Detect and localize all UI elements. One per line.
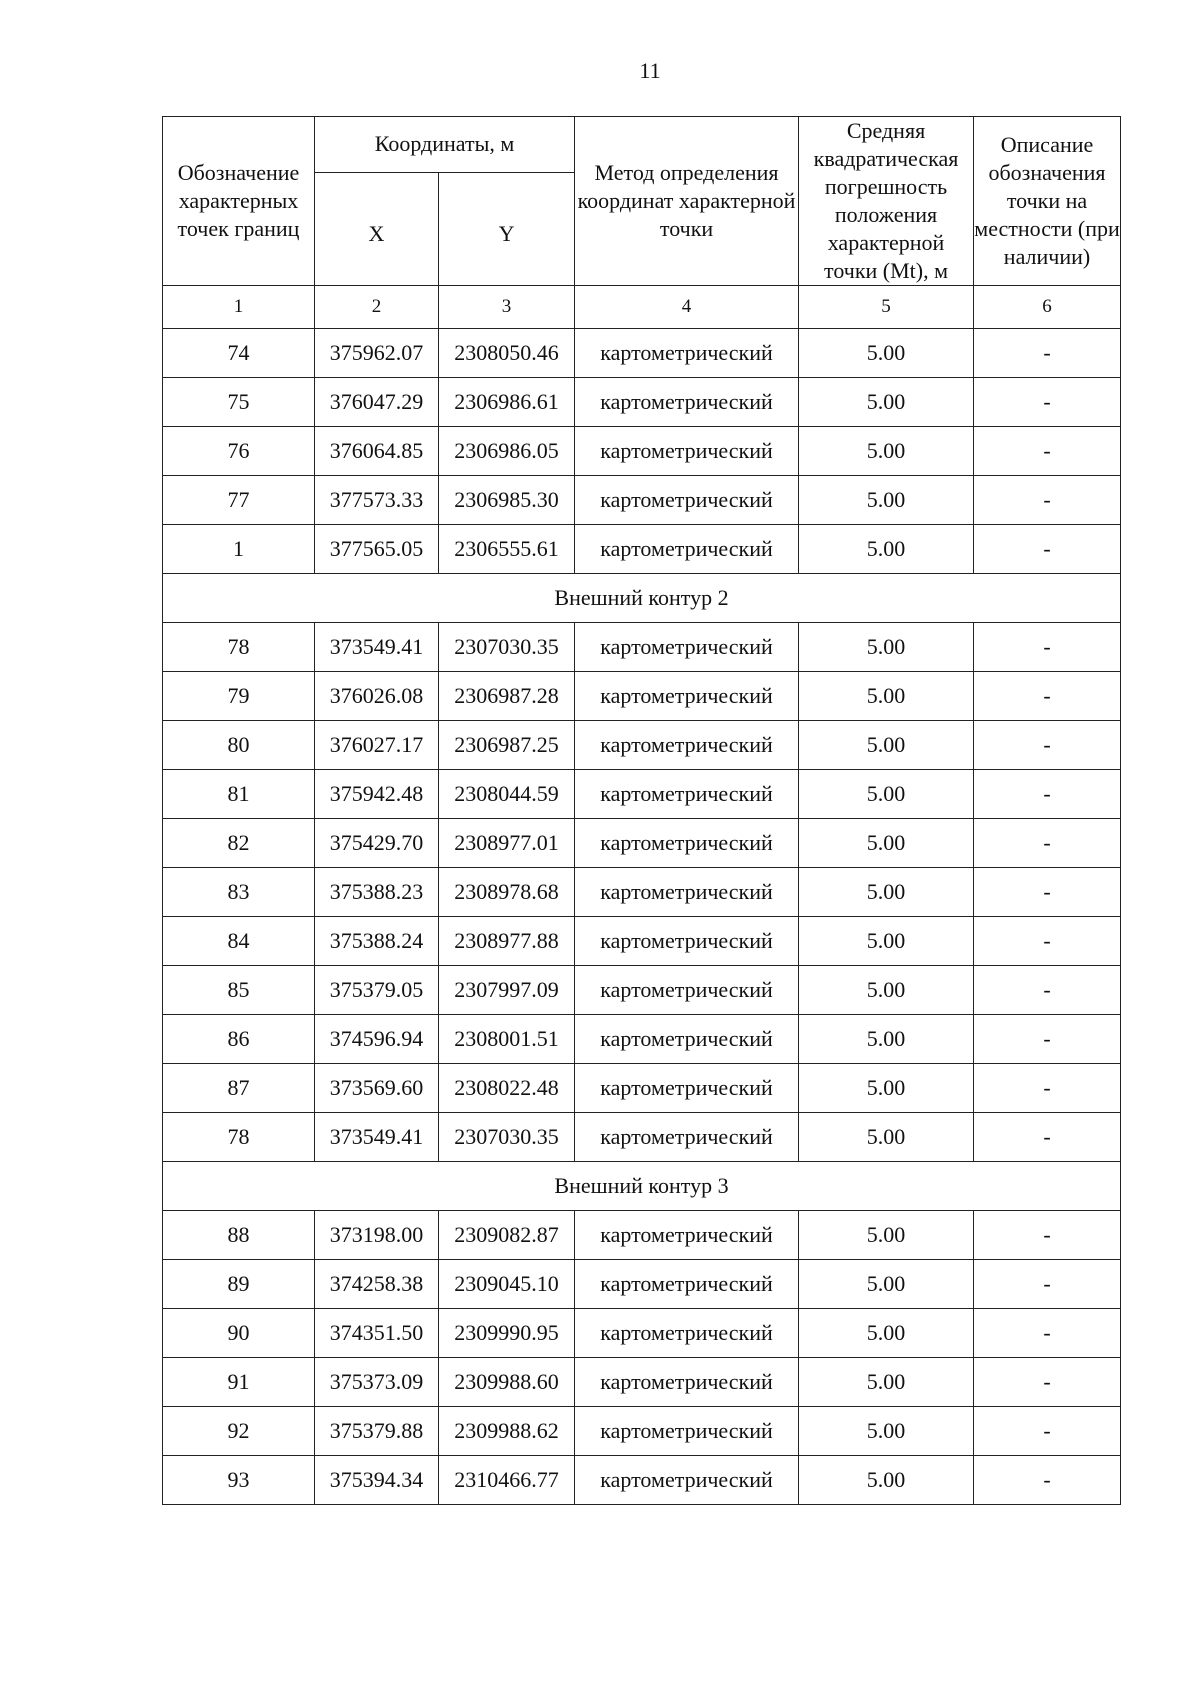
table-row (163, 623, 1121, 672)
table-row (163, 378, 1121, 427)
cell-point: 77 (163, 476, 315, 525)
cell-point: 1 (163, 525, 315, 574)
cell-y: 2308044.59 (439, 770, 575, 819)
table-row (163, 1456, 1121, 1505)
cell-method: картометрический (575, 770, 799, 819)
table-row (163, 1015, 1121, 1064)
cell-error: 5.00 (799, 966, 974, 1015)
cell-method: картометрический (575, 1064, 799, 1113)
cell-point: 91 (163, 1358, 315, 1407)
column-number: 6 (974, 286, 1121, 329)
table-row (163, 329, 1121, 378)
header-coordinates: Координаты, м (315, 117, 575, 173)
cell-error: 5.00 (799, 770, 974, 819)
cell-y: 2310466.77 (439, 1456, 575, 1505)
table-row (163, 476, 1121, 525)
cell-description: - (974, 917, 1121, 966)
cell-x: 374596.94 (315, 1015, 439, 1064)
cell-method: картометрический (575, 917, 799, 966)
cell-x: 373549.41 (315, 623, 439, 672)
cell-error: 5.00 (799, 1064, 974, 1113)
cell-method: картометрический (575, 1456, 799, 1505)
cell-x: 375388.24 (315, 917, 439, 966)
cell-x: 376027.17 (315, 721, 439, 770)
cell-description: - (974, 1309, 1121, 1358)
cell-point: 78 (163, 623, 315, 672)
cell-description: - (974, 1456, 1121, 1505)
column-number: 2 (315, 286, 439, 329)
section-title: Внешний контур 2 (163, 574, 1121, 623)
cell-method: картометрический (575, 1260, 799, 1309)
cell-error: 5.00 (799, 721, 974, 770)
cell-method: картометрический (575, 966, 799, 1015)
cell-y: 2306987.25 (439, 721, 575, 770)
table-row (163, 672, 1121, 721)
column-number: 1 (163, 286, 315, 329)
cell-description: - (974, 819, 1121, 868)
header-method: Метод определения координат характерной точки (575, 117, 799, 286)
header-y: Y (439, 172, 575, 285)
cell-y: 2308977.01 (439, 819, 575, 868)
cell-point: 82 (163, 819, 315, 868)
cell-description: - (974, 525, 1121, 574)
cell-method: картометрический (575, 329, 799, 378)
cell-x: 375379.88 (315, 1407, 439, 1456)
cell-method: картометрический (575, 1211, 799, 1260)
cell-y: 2306987.28 (439, 672, 575, 721)
cell-x: 375429.70 (315, 819, 439, 868)
cell-description: - (974, 1211, 1121, 1260)
section-row (163, 574, 1121, 623)
cell-point: 78 (163, 1113, 315, 1162)
table-row (163, 1064, 1121, 1113)
table-row (163, 1407, 1121, 1456)
cell-description: - (974, 1113, 1121, 1162)
cell-y: 2307030.35 (439, 1113, 575, 1162)
cell-point: 92 (163, 1407, 315, 1456)
table-row (163, 917, 1121, 966)
cell-description: - (974, 770, 1121, 819)
cell-x: 373549.41 (315, 1113, 439, 1162)
cell-y: 2308050.46 (439, 329, 575, 378)
cell-description: - (974, 966, 1121, 1015)
cell-description: - (974, 1407, 1121, 1456)
cell-method: картометрический (575, 623, 799, 672)
cell-error: 5.00 (799, 427, 974, 476)
table-row (163, 427, 1121, 476)
cell-description: - (974, 378, 1121, 427)
cell-point: 86 (163, 1015, 315, 1064)
section-title: Внешний контур 3 (163, 1162, 1121, 1211)
cell-x: 373198.00 (315, 1211, 439, 1260)
cell-description: - (974, 1358, 1121, 1407)
cell-y: 2308022.48 (439, 1064, 575, 1113)
table-row (163, 1211, 1121, 1260)
cell-point: 79 (163, 672, 315, 721)
cell-y: 2308978.68 (439, 868, 575, 917)
cell-y: 2308977.88 (439, 917, 575, 966)
cell-method: картометрический (575, 721, 799, 770)
table-row (163, 721, 1121, 770)
cell-point: 76 (163, 427, 315, 476)
cell-error: 5.00 (799, 1309, 974, 1358)
column-number: 4 (575, 286, 799, 329)
cell-error: 5.00 (799, 1015, 974, 1064)
table-row (163, 1309, 1121, 1358)
cell-y: 2309988.60 (439, 1358, 575, 1407)
cell-x: 374258.38 (315, 1260, 439, 1309)
cell-error: 5.00 (799, 1113, 974, 1162)
cell-x: 373569.60 (315, 1064, 439, 1113)
table-row (163, 819, 1121, 868)
cell-point: 74 (163, 329, 315, 378)
cell-method: картометрический (575, 1015, 799, 1064)
cell-y: 2309990.95 (439, 1309, 575, 1358)
cell-description: - (974, 868, 1121, 917)
cell-error: 5.00 (799, 1407, 974, 1456)
cell-error: 5.00 (799, 1358, 974, 1407)
cell-y: 2309988.62 (439, 1407, 575, 1456)
cell-description: - (974, 427, 1121, 476)
column-number: 3 (439, 286, 575, 329)
cell-x: 376026.08 (315, 672, 439, 721)
cell-method: картометрический (575, 476, 799, 525)
cell-x: 377565.05 (315, 525, 439, 574)
cell-y: 2309045.10 (439, 1260, 575, 1309)
cell-error: 5.00 (799, 623, 974, 672)
cell-method: картометрический (575, 868, 799, 917)
header-designation: Обозначение характерных точек границ (163, 117, 315, 286)
cell-error: 5.00 (799, 378, 974, 427)
table-row (163, 868, 1121, 917)
cell-method: картометрический (575, 525, 799, 574)
cell-x: 376064.85 (315, 427, 439, 476)
header-x: X (315, 172, 439, 285)
table-row (163, 1113, 1121, 1162)
cell-x: 375373.09 (315, 1358, 439, 1407)
section-row (163, 1162, 1121, 1211)
cell-y: 2306986.05 (439, 427, 575, 476)
cell-error: 5.00 (799, 819, 974, 868)
cell-description: - (974, 623, 1121, 672)
cell-error: 5.00 (799, 329, 974, 378)
cell-x: 375962.07 (315, 329, 439, 378)
table-row (163, 770, 1121, 819)
cell-description: - (974, 1015, 1121, 1064)
cell-point: 87 (163, 1064, 315, 1113)
cell-method: картометрический (575, 1113, 799, 1162)
cell-method: картометрический (575, 427, 799, 476)
coordinates-table (162, 116, 1121, 1505)
cell-error: 5.00 (799, 476, 974, 525)
cell-point: 85 (163, 966, 315, 1015)
cell-method: картометрический (575, 1407, 799, 1456)
cell-method: картометрический (575, 1309, 799, 1358)
header-error: Средняя квадратическая погрешность положения характерной точки (Mt), м (799, 117, 974, 286)
table-body (163, 329, 1121, 1505)
cell-description: - (974, 329, 1121, 378)
cell-error: 5.00 (799, 1456, 974, 1505)
cell-x: 377573.33 (315, 476, 439, 525)
cell-description: - (974, 476, 1121, 525)
cell-point: 89 (163, 1260, 315, 1309)
cell-method: картометрический (575, 672, 799, 721)
cell-point: 88 (163, 1211, 315, 1260)
cell-y: 2307030.35 (439, 623, 575, 672)
page-number: 11 (639, 58, 661, 83)
table-row (163, 525, 1121, 574)
cell-error: 5.00 (799, 917, 974, 966)
cell-y: 2308001.51 (439, 1015, 575, 1064)
cell-point: 83 (163, 868, 315, 917)
cell-x: 375942.48 (315, 770, 439, 819)
cell-x: 375388.23 (315, 868, 439, 917)
table-row (163, 966, 1121, 1015)
cell-x: 374351.50 (315, 1309, 439, 1358)
cell-point: 93 (163, 1456, 315, 1505)
cell-error: 5.00 (799, 868, 974, 917)
cell-error: 5.00 (799, 1211, 974, 1260)
cell-y: 2306986.61 (439, 378, 575, 427)
cell-error: 5.00 (799, 525, 974, 574)
cell-method: картометрический (575, 819, 799, 868)
cell-y: 2309082.87 (439, 1211, 575, 1260)
cell-description: - (974, 721, 1121, 770)
cell-point: 75 (163, 378, 315, 427)
cell-x: 376047.29 (315, 378, 439, 427)
cell-x: 375379.05 (315, 966, 439, 1015)
cell-y: 2306555.61 (439, 525, 575, 574)
header-description: Описание обозначения точки на местности (при наличии) (974, 117, 1121, 286)
cell-y: 2306985.30 (439, 476, 575, 525)
cell-description: - (974, 1260, 1121, 1309)
cell-description: - (974, 672, 1121, 721)
cell-point: 90 (163, 1309, 315, 1358)
column-number: 5 (799, 286, 974, 329)
cell-point: 80 (163, 721, 315, 770)
table-row (163, 1260, 1121, 1309)
cell-point: 84 (163, 917, 315, 966)
cell-x: 375394.34 (315, 1456, 439, 1505)
cell-method: картометрический (575, 378, 799, 427)
cell-error: 5.00 (799, 672, 974, 721)
cell-error: 5.00 (799, 1260, 974, 1309)
cell-description: - (974, 1064, 1121, 1113)
cell-y: 2307997.09 (439, 966, 575, 1015)
cell-point: 81 (163, 770, 315, 819)
table-row (163, 1358, 1121, 1407)
cell-method: картометрический (575, 1358, 799, 1407)
